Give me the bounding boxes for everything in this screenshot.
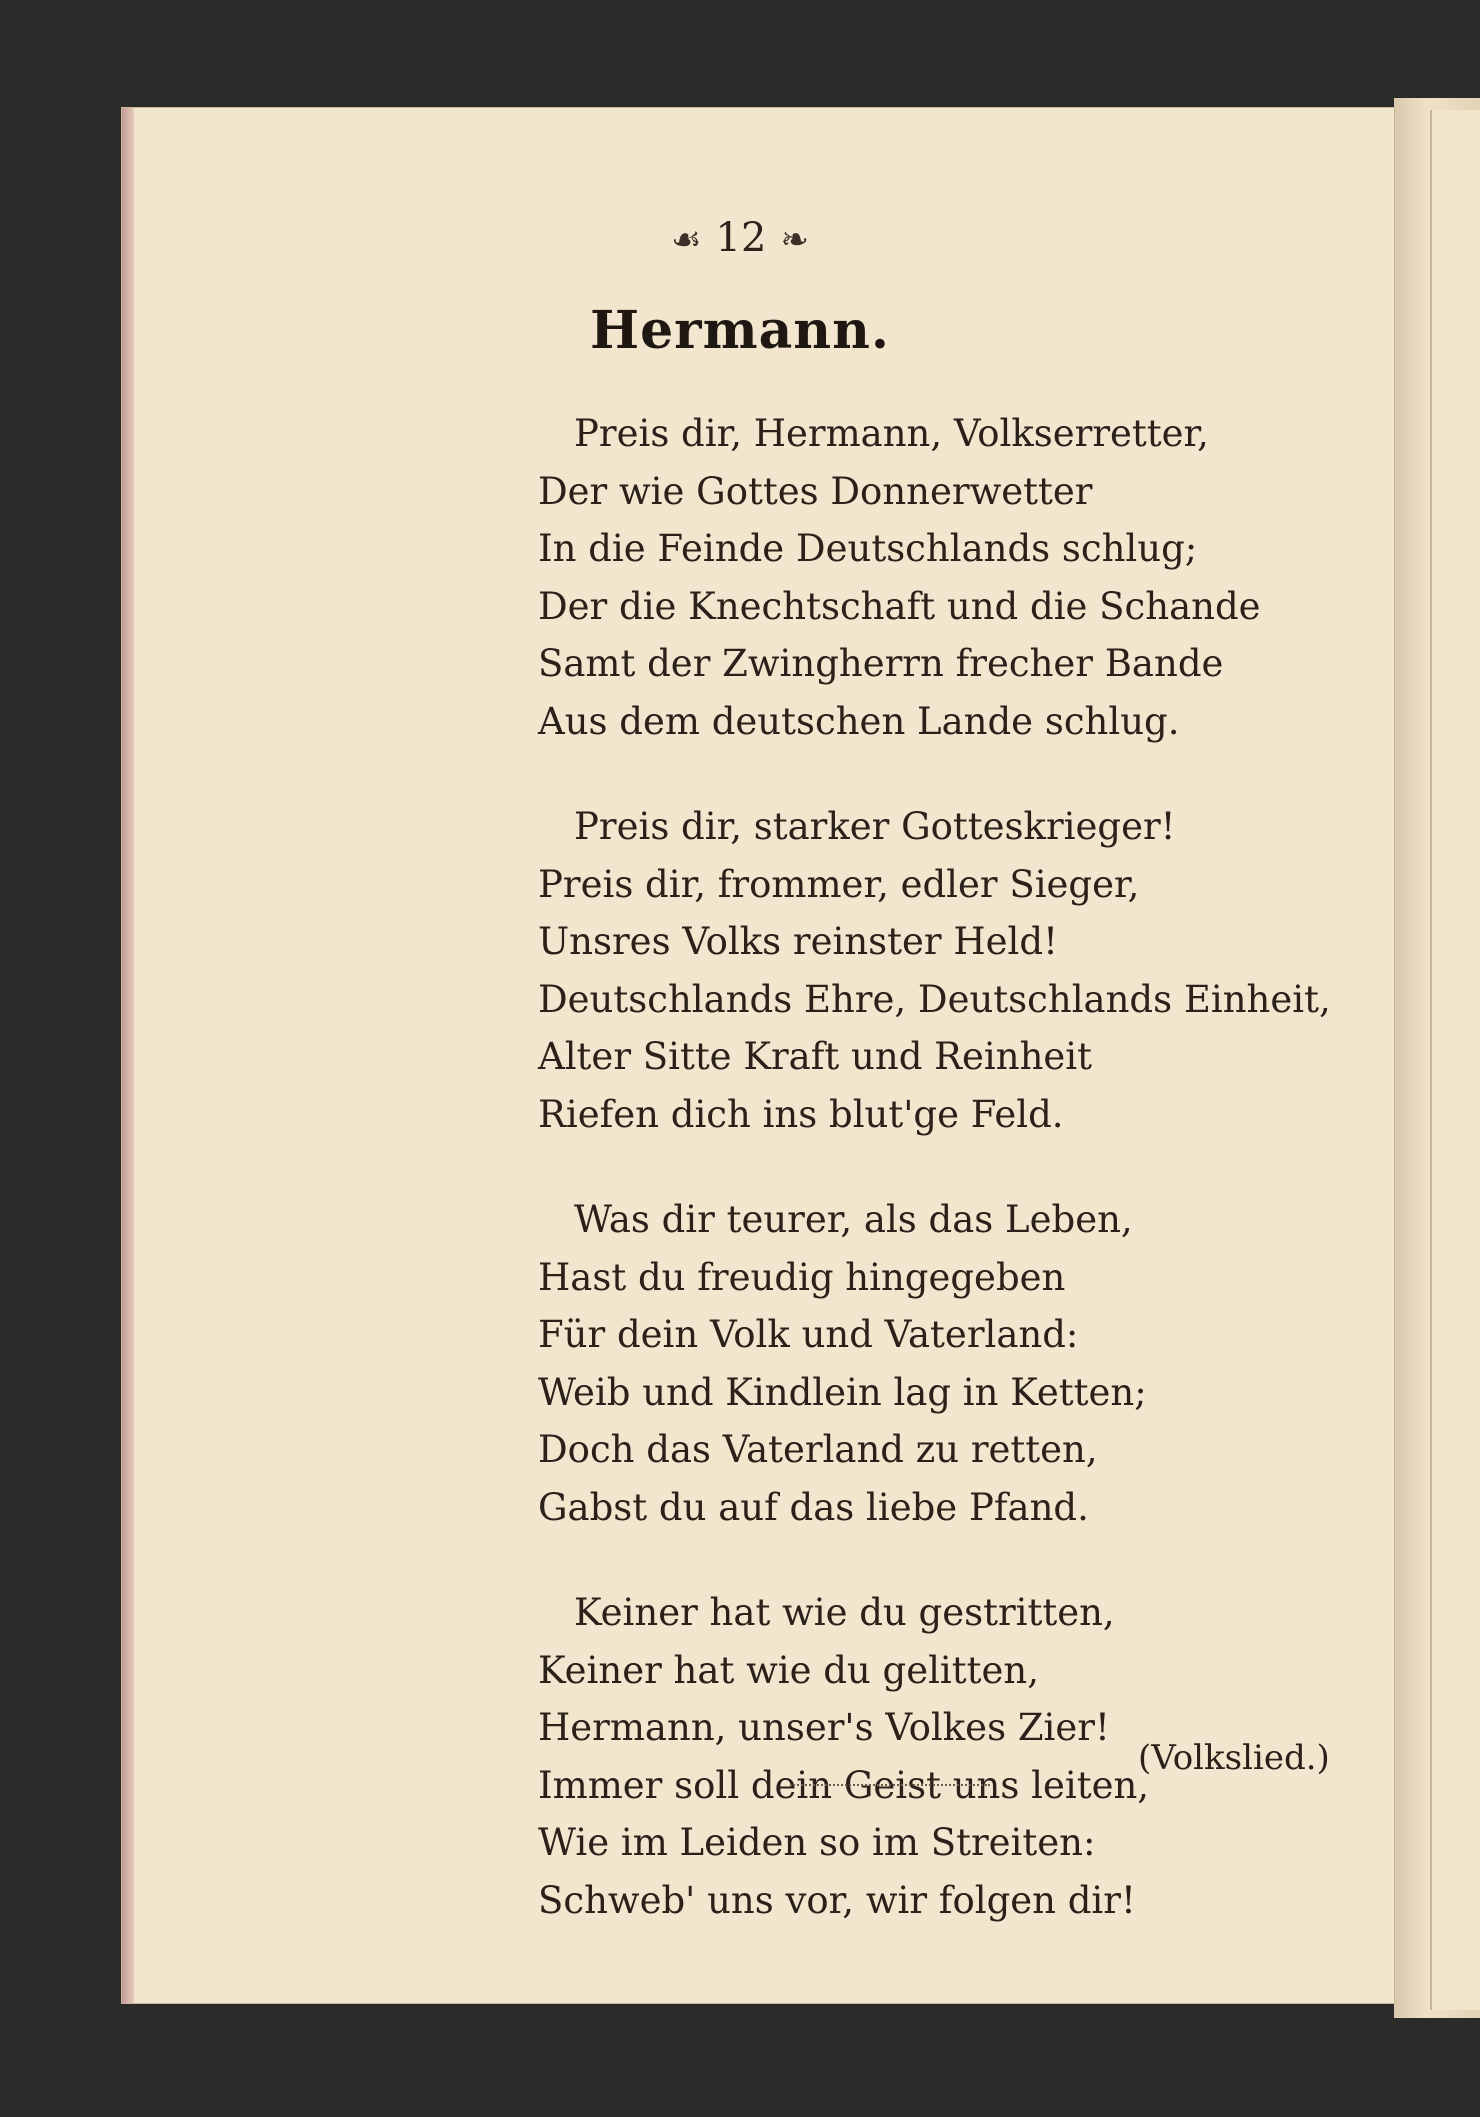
poem-line: Für dein Volk und Vaterland: bbox=[538, 1313, 1079, 1356]
poem-title: Hermann. bbox=[589, 300, 891, 361]
poem-line: Keiner hat wie du gelitten, bbox=[538, 1648, 1039, 1692]
poem-line: Unsres Volks reinster Held! bbox=[538, 920, 1058, 963]
poem-line: Weib und Kindlein lag in Ketten; bbox=[538, 1370, 1147, 1414]
poem-line: Alter Sitte Kraft und Reinheit bbox=[538, 1035, 1093, 1078]
stanza bbox=[0, 405, 1480, 750]
poem-line: Deutschlands Ehre, Deutschlands Einheit, bbox=[538, 977, 1331, 1021]
poem-line: Der die Knechtschaft und die Schande bbox=[538, 584, 1261, 628]
left-ornament-icon: ☙ bbox=[671, 220, 702, 260]
stanza bbox=[0, 1191, 1480, 1536]
poem-line: Preis dir, Hermann, Volkserretter, bbox=[574, 412, 1209, 455]
poem-line: Der wie Gottes Donnerwetter bbox=[538, 469, 1093, 513]
page-number: 12 bbox=[715, 215, 767, 261]
poem-line: Samt der Zwingherrn frecher Bande bbox=[538, 642, 1224, 685]
page-header bbox=[0, 215, 1480, 261]
divider-rule bbox=[790, 1784, 990, 1796]
attribution: (Volkslied.) bbox=[1138, 1738, 1330, 1778]
poem-line: Gabst du auf das liebe Pfand. bbox=[538, 1485, 1089, 1529]
poem-line: In die Feinde Deutschlands schlug; bbox=[538, 527, 1198, 570]
poem-line: Schweb' uns vor, wir folgen dir! bbox=[538, 1878, 1136, 1922]
poem-line: Hermann, unser's Volkes Zier! bbox=[538, 1706, 1110, 1749]
poem-line: Doch das Vaterland zu retten, bbox=[538, 1428, 1098, 1471]
poem-line: Wie im Leiden so im Streiten: bbox=[538, 1821, 1096, 1864]
poem-line: Preis dir, frommer, edler Sieger, bbox=[538, 862, 1140, 906]
poem-line: Aus dem deutschen Lande schlug. bbox=[538, 699, 1180, 743]
poem-line: Preis dir, starker Gotteskrieger! bbox=[574, 805, 1176, 848]
poem-line: Hast du freudig hingegeben bbox=[538, 1255, 1066, 1299]
poem-line: Keiner hat wie du gestritten, bbox=[574, 1591, 1115, 1634]
poem-line: Was dir teurer, als das Leben, bbox=[574, 1198, 1133, 1241]
poem-line: Immer soll dein Geist uns leiten, bbox=[538, 1763, 1150, 1807]
stanza bbox=[0, 798, 1480, 1143]
right-ornament-icon: ❧ bbox=[780, 220, 809, 260]
poem-line: Riefen dich ins blut'ge Feld. bbox=[538, 1092, 1064, 1136]
